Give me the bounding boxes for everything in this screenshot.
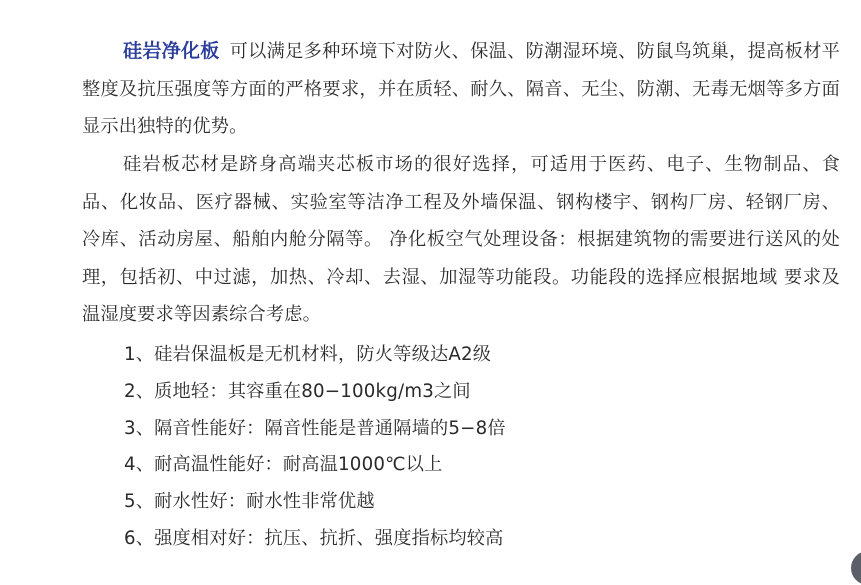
application-paragraph: 硅岩板芯材是跻身高端夹芯板市场的很好选择，可适用于医药、电子、生物制品、食品、化妆品、医疗器械、实验室等洁净工程及外墙保温、钢构楼宇、钢构厂房、轻钢厂房、 冷库、活动房屋、船舶内舱分隔等。 净化板空气处理设备：根据建筑物的需要进行送风的处理，包括初、中过滤，加热、冷却、去湿、加湿等功能段。功能段的选择应根据地域 要求及温湿度要求等因素综合考虑。	[82, 154, 840, 326]
product-title: 硅岩净化板	[123, 40, 220, 62]
feature-item: 2、质地轻：其容重在80−100kg/m3之间	[124, 380, 471, 402]
feature-item: 4、耐高温性能好：耐高温1000℃以上	[124, 454, 443, 476]
feature-item: 5、耐水性好：耐水性非常优越	[124, 491, 375, 513]
feature-item: 6、强度相对好：抗压、抗折、强度指标均较高	[124, 527, 504, 549]
feature-list	[124, 337, 506, 558]
feature-item: 3、隔音性能好：隔音性能是普通隔墙的5−8倍	[124, 417, 506, 439]
intro-text: 可以满足多种环境下对防火、保温、防潮湿环境、防鼠鸟筑巢，提高板材平整度及抗压强度等方面的严格要求，并在质轻、耐久、隔音、无尘、防潮、无毒无烟等多方面显示出独特的优势。	[82, 41, 840, 138]
feature-item: 1、硅岩保温板是无机材料，防火等级达A2级	[124, 344, 492, 365]
intro-paragraph	[82, 33, 840, 146]
